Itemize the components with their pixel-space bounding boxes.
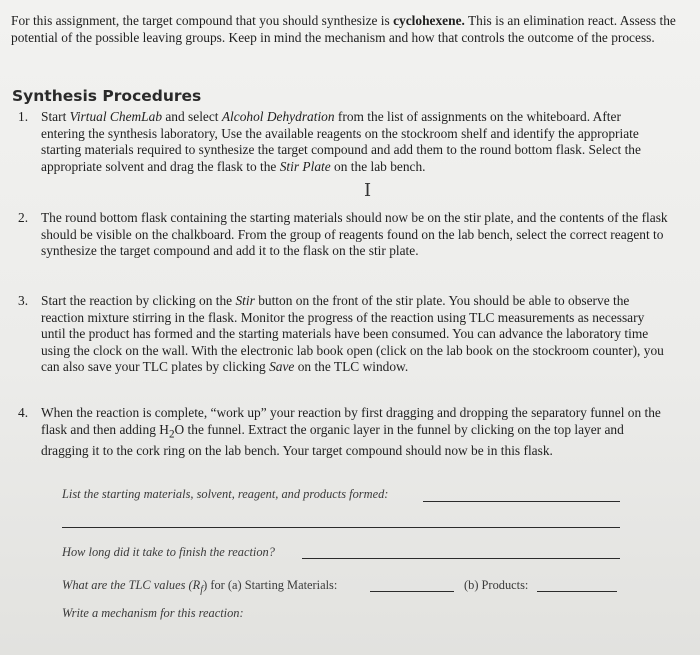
answer-line-3a[interactable] xyxy=(370,591,454,592)
step-text: Start xyxy=(41,109,70,124)
step-number: 1. xyxy=(18,109,29,124)
subscript: 2 xyxy=(168,428,175,441)
answer-line-1[interactable] xyxy=(423,501,620,502)
answer-line-2[interactable] xyxy=(302,558,620,559)
subscript: f xyxy=(200,584,204,596)
question-1-label: List the starting materials, solvent, reagent, and products formed: xyxy=(62,487,389,501)
section-heading: Synthesis Procedures xyxy=(12,87,202,105)
step-text: and select xyxy=(162,109,222,124)
step-number: 3. xyxy=(18,293,29,308)
step-body xyxy=(41,109,668,175)
question-3-products-label: (b) Products: xyxy=(464,578,529,592)
step-4 xyxy=(18,405,668,459)
intro-paragraph xyxy=(11,12,681,46)
step-text: O the funnel. Extract the organic layer in the funnel by clicking on the top layer and dragging it to the cork ring on the lab bench. Your target compound should now be in this flask. xyxy=(41,421,624,458)
text-cursor-icon: I xyxy=(364,180,372,201)
stir-plate-term: Stir Plate xyxy=(279,158,331,174)
step-number: 2. xyxy=(18,210,29,225)
step-text: button on the front of the stir plate. You should be able to observe the reaction mixture stirring in the flask. Monitor the progress of the reaction using TLC measurements as necessary until the product has formed and the starting materials have been consumed. You can advance the laboratory time using the clock on the wall. With the electronic lab book open (click on the lab book on the stockroom counter), you can also save your TLC plates by clicking xyxy=(41,293,664,375)
step-2 xyxy=(18,210,668,260)
target-compound: cyclohexene. xyxy=(393,13,465,28)
step-1 xyxy=(18,109,668,175)
assignment-name: Alcohol Dehydration xyxy=(221,109,335,124)
step-text: Start the reaction by clicking on the xyxy=(41,293,236,308)
intro-text-2: This is an elimination react. Assess the potential of the possible leaving groups. Keep in mind the mechanism and how that controls the outcome of the process. xyxy=(11,13,676,45)
step-text: from the list of assignments on the whiteboard. After entering the synthesis laboratory, Use the available reagents on the stockroom shelf and identify the appropriate starting materials required to synthesize the target compound and add them to the round bottom flask. Select the appropriate solvent and drag the flask to the xyxy=(41,109,641,174)
stir-button-term: Stir xyxy=(235,293,255,308)
answer-line-3b[interactable] xyxy=(537,591,617,592)
app-name: Virtual ChemLab xyxy=(69,109,163,124)
step-body: The round bottom flask containing the starting materials should now be on the stir plate, and the contents of the flask should be visible on the chalkboard. From the group of reagents found on the lab bench, select the correct reagent to synthesize the target compound and add it to the flask on the stir plate. xyxy=(41,210,668,259)
step-text: on the TLC window. xyxy=(294,359,409,375)
step-3 xyxy=(18,293,668,376)
step-number: 4. xyxy=(18,405,29,420)
step-text: on the lab bench. xyxy=(330,158,426,174)
step-body xyxy=(41,405,668,459)
save-term: Save xyxy=(269,359,295,375)
question-2-label: How long did it take to finish the reaction? xyxy=(62,545,275,559)
question-text: ) for (a) Starting Materials: xyxy=(203,578,338,592)
question-3-label xyxy=(62,578,337,595)
question-4-label: Write a mechanism for this reaction: xyxy=(62,606,244,620)
step-body xyxy=(41,293,668,376)
step-text: When the reaction is complete, “work up” your reaction by first dragging and dropping the separatory funnel on the flask and then adding H xyxy=(41,405,661,437)
question-text: What are the TLC values (R xyxy=(62,578,201,592)
intro-text-1: For this assignment, the target compound that you should synthesize is xyxy=(11,13,394,28)
answer-line-1b[interactable] xyxy=(62,527,620,528)
